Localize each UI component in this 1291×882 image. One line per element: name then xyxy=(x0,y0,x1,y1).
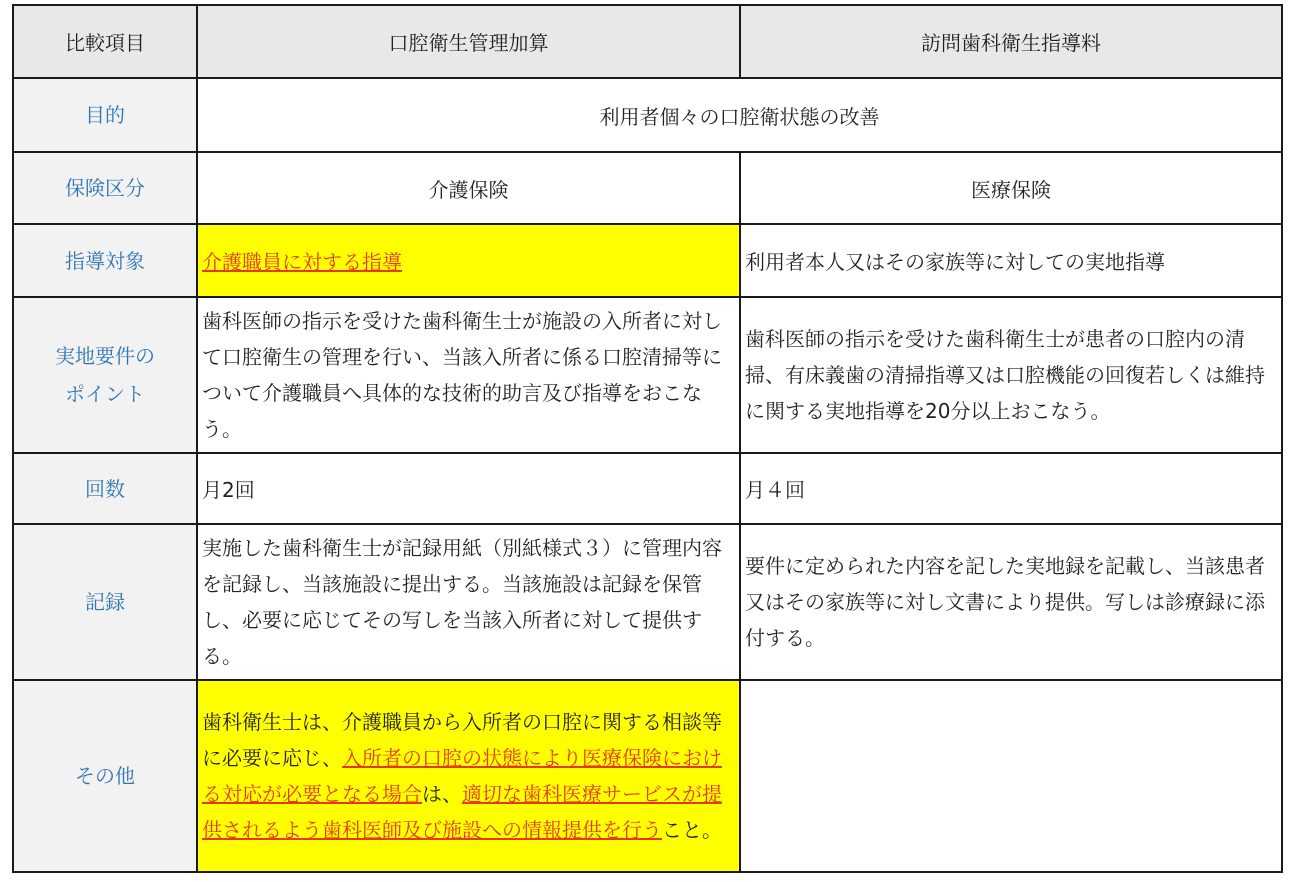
header-row xyxy=(13,5,1282,78)
purpose-value: 利用者個々の口腔衛状態の改善 xyxy=(197,78,1282,152)
requirements-col3: 歯科医師の指示を受けた歯科衛生士が患者の口腔内の清掃、有床義歯の清掃指導又は口腔機能の回復若しくは維持に関する実地指導を20分以上おこなう。 xyxy=(740,297,1282,453)
other-col2-underlined-1: 入所者の口腔の状態により医療保険における対応が必要となる場合 xyxy=(202,746,722,806)
other-col2-text-1: 歯科衛生士は、介護職員から入所者の口腔に関する相談等に必要に応じ、 xyxy=(202,710,722,770)
frequency-col2: 月2回 xyxy=(197,453,740,524)
purpose-row xyxy=(13,78,1282,152)
other-label: その他 xyxy=(13,680,197,872)
target-col3: 利用者本人又はその家族等に対しての実地指導 xyxy=(740,224,1282,297)
target-row xyxy=(13,224,1282,297)
insurance-col2: 介護保険 xyxy=(197,152,740,224)
other-col2-text-2: は、 xyxy=(422,782,462,806)
record-row xyxy=(13,524,1282,680)
record-col3: 要件に定められた内容を記した実地録を記載し、当該患者又はその家族等に対し文書により提供。写しは診療録に添付する。 xyxy=(740,524,1282,680)
other-col2-cell xyxy=(197,680,740,872)
target-label: 指導対象 xyxy=(13,224,197,297)
insurance-col3: 医療保険 xyxy=(740,152,1282,224)
requirements-col2: 歯科医師の指示を受けた歯科衛生士が施設の入所者に対して口腔衛生の管理を行い、当該入所者に係る口腔清掃等について介護職員へ具体的な技術的助言及び指導をおこなう。 xyxy=(197,297,740,453)
comparison-table xyxy=(12,4,1283,873)
header-comparison-item: 比較項目 xyxy=(13,5,197,78)
insurance-row xyxy=(13,152,1282,224)
requirements-row xyxy=(13,297,1282,453)
other-col2-underlined-2: 適切な歯科医療サービスが提供されるよう歯科医師及び施設への情報提供を行う xyxy=(202,782,722,842)
target-col2-cell xyxy=(197,224,740,297)
header-visiting-dental-hygiene-guidance: 訪問歯科衛生指導料 xyxy=(740,5,1282,78)
other-row xyxy=(13,680,1282,872)
requirements-label-line1: 実地要件の xyxy=(55,344,155,368)
other-col2-text-3: こと。 xyxy=(662,818,722,842)
requirements-label xyxy=(13,297,197,453)
record-col2: 実施した歯科衛生士が記録用紙（別紙様式３）に管理内容を記録し、当該施設に提出する。当該施設は記録を保管し、必要に応じてその写しを当該入所者に対して提供する。 xyxy=(197,524,740,680)
frequency-col3: 月４回 xyxy=(740,453,1282,524)
header-oral-hygiene-management: 口腔衛生管理加算 xyxy=(197,5,740,78)
frequency-row xyxy=(13,453,1282,524)
insurance-label: 保険区分 xyxy=(13,152,197,224)
purpose-label: 目的 xyxy=(13,78,197,152)
frequency-label: 回数 xyxy=(13,453,197,524)
record-label: 記録 xyxy=(13,524,197,680)
other-col3 xyxy=(740,680,1282,872)
requirements-label-line2: ポイント xyxy=(65,382,145,406)
target-col2-text: 介護職員に対する指導 xyxy=(202,250,402,274)
